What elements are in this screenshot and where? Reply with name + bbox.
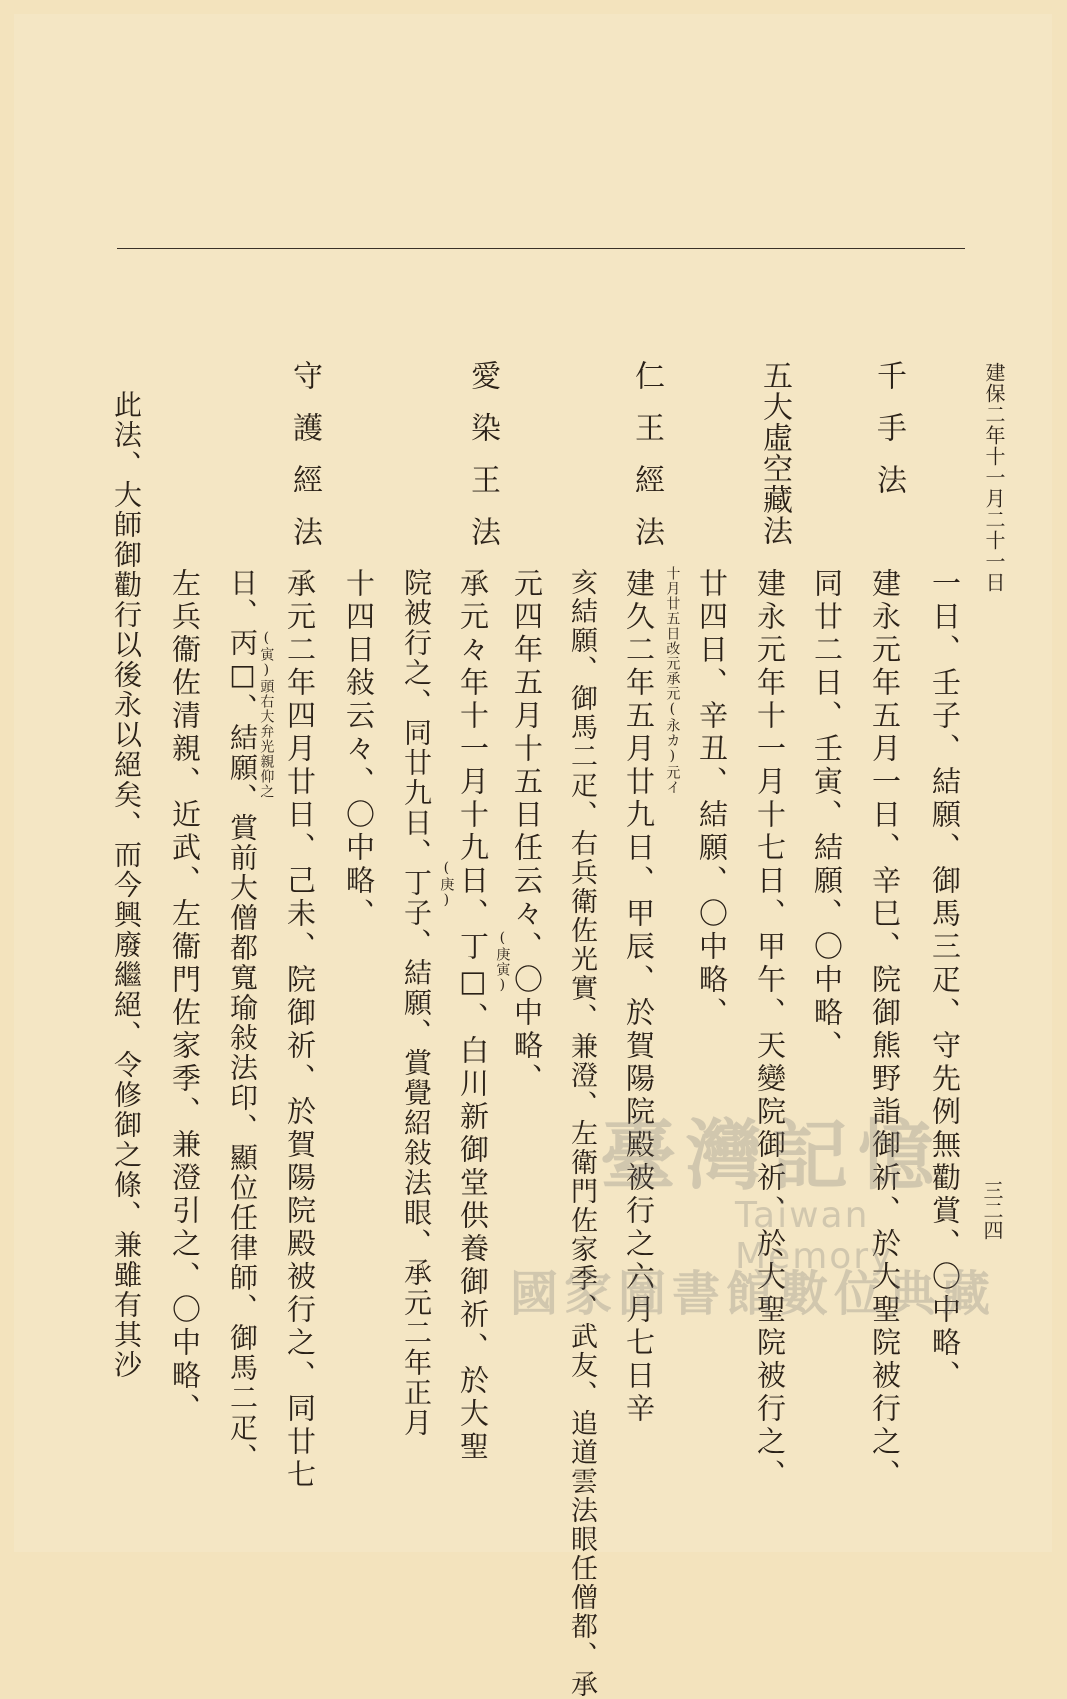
text-column: 一日、壬子、結願、御馬三疋、守先例無勸賞、〇中略、 — [928, 568, 962, 1393]
text-column: 日、丙□、結願、賞前大僧都寬瑜敍法印、顯位任律師、御馬二疋、 — [226, 568, 259, 1473]
section-title: 千手法 — [871, 360, 906, 516]
section-title: 愛染王法 — [465, 360, 500, 568]
watermark-institution: 國家圖書館數位典藏 — [510, 1266, 997, 1322]
section-title: 五大虛空藏法 — [757, 360, 792, 546]
text-column: 十四日敍云々、〇中略、 — [342, 568, 376, 931]
text-column: 承元々年十一月十九日、丁□、白川新御堂供養御祈、於大聖 — [456, 568, 490, 1464]
running-title: 建保二年十一月二十一日 — [982, 362, 1006, 593]
text-column: 建永元年十一月十七日、甲午、天變院御祈、於大聖院被行之、 — [753, 568, 787, 1492]
top-rule — [117, 248, 965, 249]
text-column: 承元二年四月廿日、己未、院御祈、於賀陽院殿被行之、同廿七 — [283, 568, 317, 1492]
text-column: 亥結願、御馬二疋、右兵衛佐光實、兼澄、左衛門佐家季、武友、追道雲法眼任僧都、承 — [566, 568, 597, 1699]
watermark-logo: 臺灣記憶 — [600, 1111, 944, 1200]
text-column: 院被行之、同廿九日、丁子、結願、賞覺紹敍法眼、承元二年正月 — [400, 568, 433, 1438]
interlinear-note: 十月廿五日改元承元(永カ)元イ — [664, 566, 681, 795]
section-title: 仁王經法 — [629, 360, 664, 568]
text-column: 左兵衞佐清親、近武、左衞門佐家季、兼澄引之、〇中略、 — [168, 568, 202, 1426]
interlinear-note: (寅)頭右大弁光親仰之 — [258, 630, 275, 799]
text-column: 建久二年五月廿九日、甲辰、於賀陽院殿被行之六月七日辛 — [622, 568, 656, 1426]
interlinear-note: (庚) — [438, 860, 455, 909]
watermark-english: Taiwan Memory — [735, 1195, 894, 1277]
text-column: 廿四日、辛丑、結願、〇中略、 — [695, 568, 729, 1030]
text-column: 建永元年五月一日、辛巳、院御熊野詣御祈、於大聖院被行之、 — [868, 568, 902, 1492]
page-number: 三二四 — [980, 1180, 1004, 1240]
section-title: 守護經法 — [287, 360, 322, 568]
interlinear-note: (庚寅) — [494, 930, 511, 994]
text-column: 元四年五月十五日任云々、〇中略、 — [510, 568, 544, 1096]
text-column: 此法、大師御勸行以後永以絕矣、而今興廢繼絕、令修御之條、兼雖有其沙 — [110, 390, 143, 1380]
text-column: 同廿二日、壬寅、結願、〇中略、 — [810, 568, 844, 1063]
